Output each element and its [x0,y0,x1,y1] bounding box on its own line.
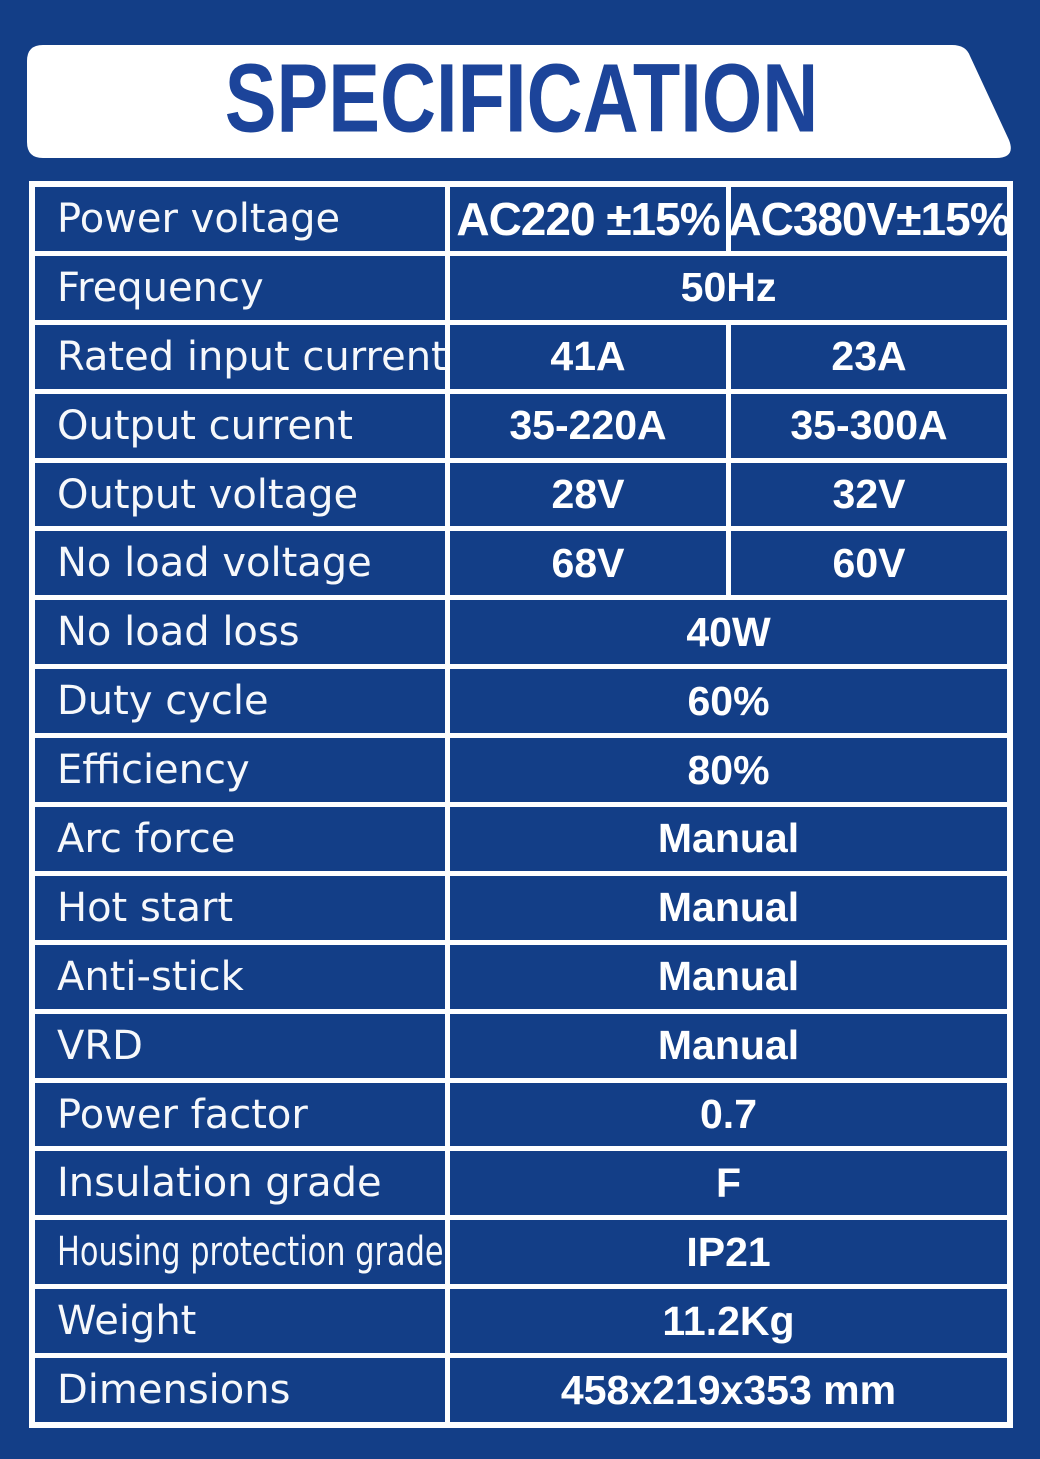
spec-label: Arc force [57,815,236,862]
spec-value-cell [450,738,1007,802]
spec-label: Dimensions [57,1367,291,1414]
spec-value: 0.7 [700,1091,757,1138]
spec-row-duty-cycle [35,664,1007,733]
spec-value: AC220 ±15% [456,192,720,245]
spec-label-cell [35,256,450,320]
spec-label-cell [35,531,450,595]
spec-value: 50Hz [680,264,777,311]
spec-label: Efficiency [57,747,250,794]
spec-value: 35-220A [509,402,667,449]
spec-value: 80% [687,746,770,793]
spec-value: Manual [657,884,800,931]
spec-label-cell [35,669,450,733]
spec-row-arc-force [35,802,1007,871]
spec-label-cell [35,325,450,389]
spec-label: Power factor [57,1091,308,1138]
spec-value: Manual [657,953,800,1000]
spec-value: 32V [832,471,906,517]
spec-value: 11.2Kg [662,1297,795,1344]
spec-value: Manual [657,815,800,862]
spec-row-power-voltage [35,187,1010,251]
spec-label-cell [35,1358,450,1422]
spec-value-cell [726,531,1007,595]
spec-value-cell [450,1083,1007,1147]
spec-label: Anti-stick [57,953,244,1000]
spec-row-rated-input-current [35,320,1007,389]
spec-row-hot-start [35,871,1007,940]
spec-label: Duty cycle [57,678,269,725]
spec-value-cell [450,945,1007,1009]
spec-row-output-voltage [35,458,1007,527]
spec-label: Frequency [57,264,264,311]
spec-value: 60% [687,677,770,724]
spec-value: Manual [657,1022,800,1069]
spec-value-cell [450,325,726,389]
spec-value: AC380V±15% [728,192,1010,245]
spec-value-cell [450,600,1007,664]
spec-value-cell [726,187,1010,251]
spec-row-anti-stick [35,940,1007,1009]
page-title: SPECIFICATION [224,43,819,153]
spec-label-cell [35,945,450,1009]
spec-label-cell [35,1220,450,1284]
spec-label: Output current [57,402,353,449]
spec-label-cell [35,876,450,940]
spec-row-frequency [35,251,1007,320]
spec-label: Hot start [57,884,234,931]
spec-value-cell [450,394,726,458]
spec-value: F [715,1159,742,1206]
spec-label-cell [35,1151,450,1215]
spec-value: 68V [551,539,625,586]
spec-value: 40W [686,608,771,655]
spec-label-cell [35,1014,450,1078]
spec-value-cell [450,807,1007,871]
spec-label-cell [35,600,450,664]
spec-row-weight [35,1284,1007,1353]
spec-row-housing-protection-grade [35,1215,1007,1284]
spec-value: 41A [550,333,626,380]
spec-value-cell [450,531,726,595]
spec-value: 23A [831,333,907,380]
spec-row-no-load-loss [35,595,1007,664]
spec-value-cell [726,463,1007,527]
spec-row-output-current [35,389,1007,458]
spec-value-cell [450,1358,1007,1422]
spec-row-efficiency [35,733,1007,802]
spec-value: 28V [551,471,625,517]
spec-label-cell [35,463,450,527]
spec-row-no-load-voltage [35,526,1007,595]
spec-label-cell [35,1083,450,1147]
spec-label-cell [35,187,450,251]
spec-row-vrd [35,1009,1007,1078]
spec-label: Rated input current [57,333,447,380]
spec-label: Housing protection grade [57,1229,444,1276]
spec-value-cell [450,1289,1007,1353]
spec-value-cell [450,256,1007,320]
spec-value-cell [726,394,1007,458]
spec-value-cell [450,1151,1007,1215]
spec-label-cell [35,1289,450,1353]
spec-value-cell [450,1014,1007,1078]
spec-value: 35-300A [790,402,948,449]
spec-label-cell [35,738,450,802]
spec-label: Weight [57,1298,197,1345]
spec-label: VRD [57,1022,143,1069]
header-banner [27,45,1016,158]
spec-label: Power voltage [57,195,341,242]
spec-label: No load voltage [57,540,372,587]
spec-label: No load loss [57,609,300,656]
spec-table [29,181,1013,1428]
spec-value-cell [450,463,726,527]
spec-value: 60V [832,539,906,586]
spec-value-cell [726,325,1007,389]
spec-value-cell [450,187,726,251]
spec-label-cell [35,807,450,871]
spec-label: Insulation grade [57,1160,382,1207]
spec-row-power-factor [35,1078,1007,1147]
spec-row-dimensions [35,1353,1007,1422]
spec-value-cell [450,1220,1007,1284]
spec-value: IP21 [686,1228,771,1275]
spec-value-cell [450,876,1007,940]
spec-label: Output voltage [57,471,359,518]
spec-label-cell [35,394,450,458]
spec-row-insulation-grade [35,1146,1007,1215]
spec-value: 458x219x353 mm [560,1366,897,1413]
spec-value-cell [450,669,1007,733]
